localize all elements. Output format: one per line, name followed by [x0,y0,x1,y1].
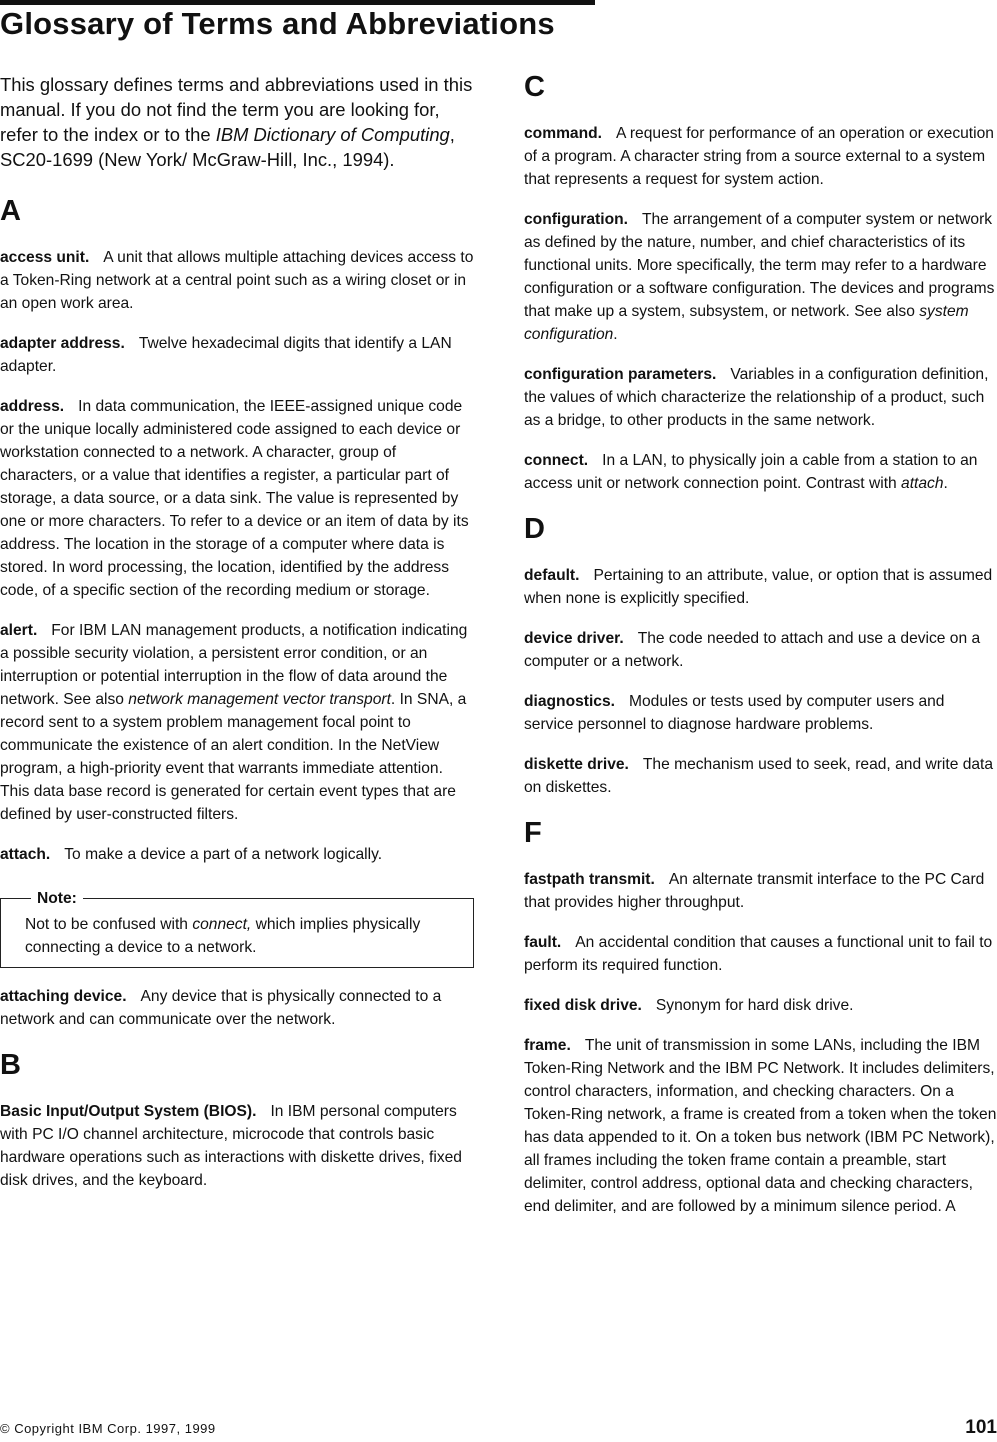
entry-address [0,395,474,602]
term: device driver. [524,630,624,647]
term: adapter address. [0,335,125,352]
entry-attach [0,843,474,866]
entry-diagnostics [524,690,997,736]
definition: The mechanism used to seek, read, and write data on diskettes. [524,756,994,796]
note-text: Not to be confused with [25,916,193,933]
entry-connect [524,449,997,495]
definition-cont: . In SNA, a record sent to a system problem management focal point to communicate the existence of an alert condition. In the NetView program, a high-priority event that warrants immediate attention. This data base record is generated for certain event types that are defined by user-constructed filters. [0,691,467,823]
term: access unit. [0,249,90,266]
definition: Twelve hexadecimal digits that identify a LAN adapter. [0,335,452,375]
entry-fixed-disk-drive [524,994,997,1017]
definition: The arrangement of a computer system or network as defined by the nature, number, and chief characteristics of its functional units. More specifically, the term may refer to a hardware configuration or a software configuration. The devices and programs that make up a system, subsystem, or network. See also [524,211,995,320]
definition: For IBM LAN management products, a notification indicating a possible security violation, a persistent error condition, or an interruption or potential interruption in the flow of data around the network. See also [0,622,468,708]
cross-reference: system configuration [524,303,969,343]
term: connect. [524,452,589,469]
intro-reference: IBM Dictionary of Computing [215,124,450,145]
definition: To make a device a part of a network logically. [64,846,383,863]
entry-alert [0,619,474,826]
definition: Synonym for hard disk drive. [655,997,854,1014]
section-letter-c: C [524,71,545,103]
copyright-notice: © Copyright IBM Corp. 1997, 1999 [0,1421,216,1436]
term: attaching device. [0,988,127,1005]
term: fault. [524,934,562,951]
note-label: Note: [7,887,83,910]
section-letter-a: A [0,195,21,227]
term: configuration parameters. [524,366,717,383]
intro-paragraph [0,72,474,172]
definition: The code needed to attach and use a device on a computer or a network. [524,630,981,670]
intro-text: This glossary defines terms and abbreviations used in this manual. If you do not find the term you are looking for, refer to the index or to the [0,74,473,145]
cross-reference: attach [901,475,944,492]
period: . [943,475,948,492]
term: fastpath transmit. [524,871,655,888]
definition: Pertaining to an attribute, value, or option that is assumed when none is explicitly specified. [524,567,993,607]
note-text-end: which implies physically connecting a device to a network. [25,916,421,956]
section-letter-d: D [524,513,545,545]
term: fixed disk drive. [524,997,642,1014]
definition: An accidental condition that causes a functional unit to fail to perform its required function. [524,934,993,974]
term: alert. [0,622,38,639]
entry-attaching-device [0,985,474,1031]
term: command. [524,125,602,142]
definition: The unit of transmission in some LANs, including the IBM Token-Ring Network and the IBM PC Network. It includes delimiters, control characters, information, and checking characters. On a Token-Ring network, a frame is created from a token when the token has data appended to it. On a token bus network (IBM PC Network), all frames including the token frame contain a preamble, start delimiter, control address, optional data and checking characters, end delimiter, and are followed by a minimum silence period. A [524,1037,997,1215]
note-reference: connect, [192,916,252,933]
entry-diskette-drive [524,753,997,799]
entry-default [524,564,997,610]
term: frame. [524,1037,571,1054]
definition: An alternate transmit interface to the PC Card that provides higher throughput. [524,871,985,911]
definition: In a LAN, to physically join a cable from a station to an access unit or network connection point. Contrast with [524,452,978,492]
cross-reference: network management vector transport [128,691,391,708]
term: diagnostics. [524,693,615,710]
left-column [0,72,474,1209]
term: Basic Input/Output System (BIOS). [0,1103,257,1120]
entry-bios [0,1100,474,1192]
definition: Any device that is physically connected to a network and can communicate over the network. [0,988,442,1028]
definition: In data communication, the IEEE-assigned unique code or the unique locally administered code assigned to each device or workstation connected to a network. A character, group of characters, or a value that identifies a register, a particular part of storage, a data source, or a data sink. The value is represented by one or more characters. To refer to a device or an item of data by its address. The location in the storage of a computer where data is stored. In word processing, the location, identified by the address code, of a specific section of the recording medium or storage. [0,398,469,599]
page-number: 101 [965,1417,997,1438]
term: default. [524,567,580,584]
term: diskette drive. [524,756,629,773]
section-letter-f: F [524,817,542,849]
intro-text-end: , SC20-1699 (New York/ McGraw-Hill, Inc., 1994). [0,124,455,170]
definition: In IBM personal computers with PC I/O channel architecture, microcode that controls basic hardware operations such as interactions with diskette drives, fixed disk drives, and the keyboard. [0,1103,462,1189]
term: address. [0,398,65,415]
entry-frame [524,1034,997,1218]
term: attach. [0,846,51,863]
entry-access-unit [0,246,474,315]
right-column [524,70,997,1235]
definition: Modules or tests used by computer users and service personnel to diagnose hardware problems. [524,693,945,733]
entry-fastpath-transmit [524,868,997,914]
definition: Variables in a configuration definition, the values of which characterize the relationship of a product, such as a bridge, to other products in the same network. [524,366,989,429]
definition: A request for performance of an operation or execution of a program. A character string from a source external to a system that represents a request for system action. [524,125,994,188]
definition: A unit that allows multiple attaching devices access to a Token-Ring network at a central point such as a wiring closet or in an open work area. [0,249,474,312]
entry-device-driver [524,627,997,673]
page-title: Glossary of Terms and Abbreviations [0,6,555,41]
title-rule [0,0,595,5]
entry-adapter-address [0,332,474,378]
entry-fault [524,931,997,977]
term: configuration. [524,211,628,228]
section-letter-b: B [0,1049,21,1081]
note-box [0,890,474,968]
entry-command [524,122,997,191]
entry-configuration [524,208,997,346]
entry-configuration-parameters [524,363,997,432]
period: . [613,326,618,343]
